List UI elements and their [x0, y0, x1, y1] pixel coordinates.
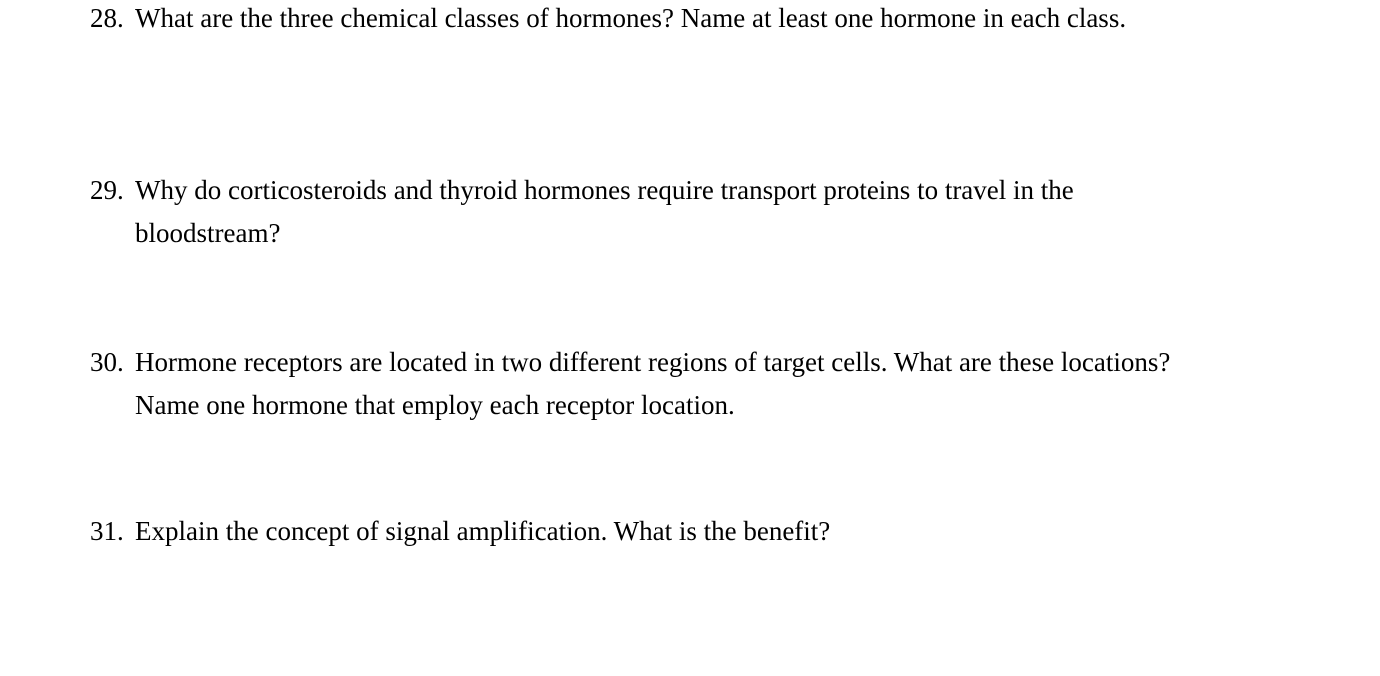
question-30 — [90, 341, 1350, 427]
question-number: 29. — [90, 175, 124, 205]
question-text: What are the three chemical classes of hormones? Name at least one hormone in each class. — [135, 3, 1127, 33]
question-28 — [90, 0, 1350, 40]
question-29-line-1 — [90, 169, 1350, 212]
question-29 — [90, 169, 1350, 255]
question-29-line-2: bloodstream? — [135, 218, 281, 248]
question-text: Why do corticosteroids and thyroid hormones require transport proteins to travel in the — [135, 175, 1074, 205]
question-28-line-1 — [90, 0, 1350, 40]
question-text: Hormone receptors are located in two different regions of target cells. What are these locations? — [135, 347, 1171, 377]
question-30-line-2: Name one hormone that employ each receptor location. — [135, 390, 735, 420]
question-number: 31. — [90, 516, 124, 546]
question-31-line-1 — [90, 510, 1350, 553]
question-number: 30. — [90, 347, 124, 377]
question-30-line-1 — [90, 341, 1350, 384]
question-31 — [90, 510, 1350, 553]
question-number: 28. — [90, 3, 124, 33]
question-text: Explain the concept of signal amplification. What is the benefit? — [135, 516, 831, 546]
